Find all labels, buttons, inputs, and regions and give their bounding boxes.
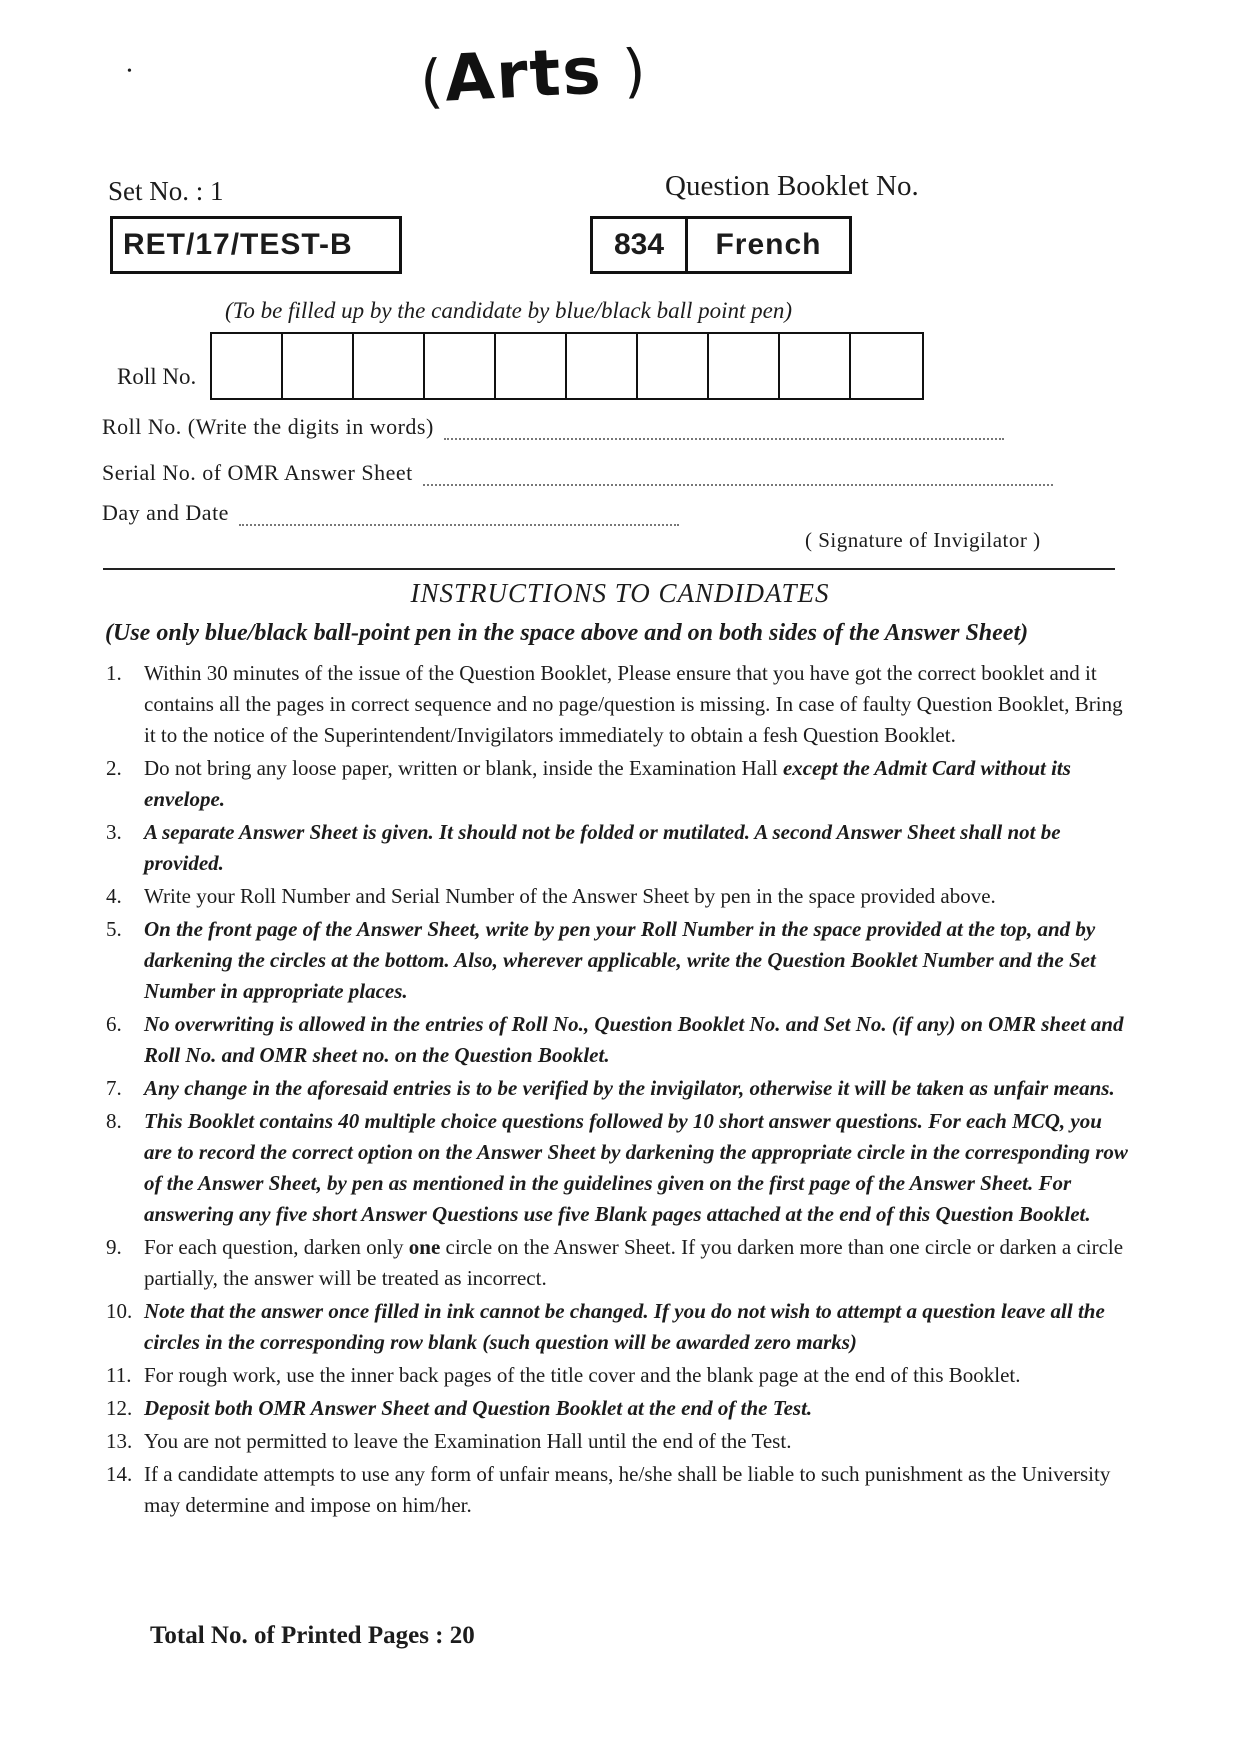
item-number: 11. [106, 1363, 132, 1387]
booklet-number: 834 [593, 219, 688, 271]
invigilator-signature-label: ( Signature of Invigilator ) [805, 528, 1041, 552]
list-item [100, 817, 1130, 879]
list-item [100, 1360, 1130, 1391]
roll-no-cell[interactable] [638, 334, 709, 398]
item-number: 9. [106, 1235, 122, 1259]
roll-no-cell[interactable] [425, 334, 496, 398]
roll-no-cell[interactable] [567, 334, 638, 398]
item-number: 4. [106, 884, 122, 908]
item-text: No overwriting is allowed in the entries of Roll No., Question Booklet No. and Set No. (if any) on OMR sheet and Roll No. and OMR sheet no. on the Question Booklet. [144, 1012, 1124, 1067]
item-number: 10. [106, 1299, 133, 1323]
list-item [100, 1009, 1130, 1071]
roll-no-words-row [102, 414, 1004, 440]
set-number: Set No. : 1 [108, 176, 224, 206]
list-item [100, 881, 1130, 912]
list-item [100, 914, 1130, 1007]
list-item [100, 1106, 1130, 1230]
item-number: 3. [106, 820, 122, 844]
item-number: 14. [106, 1462, 133, 1486]
list-item [100, 658, 1130, 751]
serial-no-row [102, 460, 1053, 486]
list-item [100, 1426, 1130, 1457]
roll-no-words-field[interactable] [444, 424, 1004, 440]
item-number: 7. [106, 1076, 122, 1100]
question-booklet-label: Question Booklet No. [665, 170, 919, 202]
item-number: 13. [106, 1429, 133, 1453]
item-text: If a candidate attempts to use any form of unfair means, he/she shall be liable to such punishment as the University may determine and impose on him/her. [144, 1462, 1111, 1517]
roll-no-cell[interactable] [851, 334, 922, 398]
item-text-post: circle on the Answer Sheet. If you darken more than one circle or darken a circle partially, the answer will be treated as incorrect. [144, 1235, 1124, 1290]
day-date-label: Day and Date [102, 500, 229, 525]
roll-no-grid[interactable] [210, 332, 924, 400]
serial-no-field[interactable] [423, 470, 1053, 486]
item-text-pre: For each question, darken only [144, 1235, 404, 1259]
roll-no-cell[interactable] [709, 334, 780, 398]
serial-no-label: Serial No. of OMR Answer Sheet [102, 460, 413, 485]
list-item [100, 1393, 1130, 1424]
handwritten-tag-text: Arts [442, 34, 605, 117]
instructions-list [100, 658, 1130, 1523]
item-text: A separate Answer Sheet is given. It should not be folded or mutilated. A second Answer Sheet shall not be provided. [144, 820, 1061, 875]
item-text-emphasis: except the Admit Card without its envelope. [144, 756, 1071, 811]
subject-name: French [715, 228, 822, 261]
divider [103, 568, 1115, 570]
item-text: You are not permitted to leave the Examination Hall until the end of the Test. [144, 1429, 792, 1453]
list-item [100, 1459, 1130, 1521]
stray-mark: • [127, 64, 132, 79]
handwritten-tag: (Arts ) [418, 34, 650, 117]
item-text-wrap [144, 753, 1130, 815]
item-text: Do not bring any loose paper, written or blank, inside the Examination Hall [144, 756, 778, 780]
day-date-field[interactable] [239, 510, 679, 526]
fill-instruction-note: (To be filled up by the candidate by blue/black ball point pen) [225, 298, 793, 323]
item-number: 6. [106, 1012, 122, 1036]
roll-no-cell[interactable] [283, 334, 354, 398]
roll-no-cell[interactable] [780, 334, 851, 398]
booklet-number-box [590, 216, 852, 274]
item-text: Deposit both OMR Answer Sheet and Question Booklet at the end of the Test. [144, 1396, 813, 1420]
item-number: 2. [106, 756, 122, 780]
item-number: 12. [106, 1396, 133, 1420]
item-text: Any change in the aforesaid entries is to be verified by the invigilator, otherwise it will be taken as unfair means. [144, 1076, 1115, 1100]
roll-no-label: Roll No. [117, 364, 197, 389]
item-text: Write your Roll Number and Serial Number of the Answer Sheet by pen in the space provided above. [144, 884, 996, 908]
list-item [100, 1232, 1130, 1294]
item-text: For rough work, use the inner back pages of the title cover and the blank page at the end of this Booklet. [144, 1363, 1021, 1387]
item-text-bold: one [408, 1235, 441, 1259]
roll-no-cell[interactable] [212, 334, 283, 398]
roll-no-cell[interactable] [354, 334, 425, 398]
list-item [100, 1296, 1130, 1358]
roll-no-words-label: Roll No. (Write the digits in words) [102, 414, 434, 439]
item-text: On the front page of the Answer Sheet, write by pen your Roll Number in the space provided at the top, and by darkening the circles at the bottom. Also, wherever applicable, write the Question Booklet Number and the Set Number in appropriate places. [144, 917, 1096, 1003]
roll-no-cell[interactable] [496, 334, 567, 398]
item-text: Within 30 minutes of the issue of the Question Booklet, Please ensure that you have got the correct booklet and it contains all the pages in correct sequence and no page/question is missing. In case of faulty Question Booklet, Bring it to the notice of the Superintendent/Invigilators immediately to obtain a fesh Question Booklet. [144, 661, 1123, 747]
item-number: 5. [106, 917, 122, 941]
item-number: 1. [106, 661, 122, 685]
item-text: This Booklet contains 40 multiple choice questions followed by 10 short answer questions. For each MCQ, you are to record the correct option on the Answer Sheet by darkening the appropriate circle in the corresponding row of the Answer Sheet, by pen as mentioned in the guidelines given on the first page of the Answer Sheet. For answering any five short Answer Questions use five Blank pages attached at the end of this Question Booklet. [144, 1109, 1128, 1226]
total-printed-pages: Total No. of Printed Pages : 20 [150, 1622, 475, 1649]
day-date-row [102, 500, 679, 526]
item-number: 8. [106, 1109, 122, 1133]
item-text: Note that the answer once filled in ink cannot be changed. If you do not wish to attempt a question leave all the circles in the corresponding row blank (such question will be awarded zero marks) [144, 1299, 1105, 1354]
instructions-title: INSTRUCTIONS TO CANDIDATES [410, 578, 830, 608]
list-item [100, 1073, 1130, 1104]
test-code: RET/17/TEST-B [123, 228, 353, 261]
list-item [100, 753, 1130, 815]
test-code-box [110, 216, 402, 274]
instructions-subtitle: (Use only blue/black ball-point pen in the space above and on both sides of the Answer Sheet) [105, 620, 1029, 646]
item-text-wrap [144, 1232, 1130, 1294]
